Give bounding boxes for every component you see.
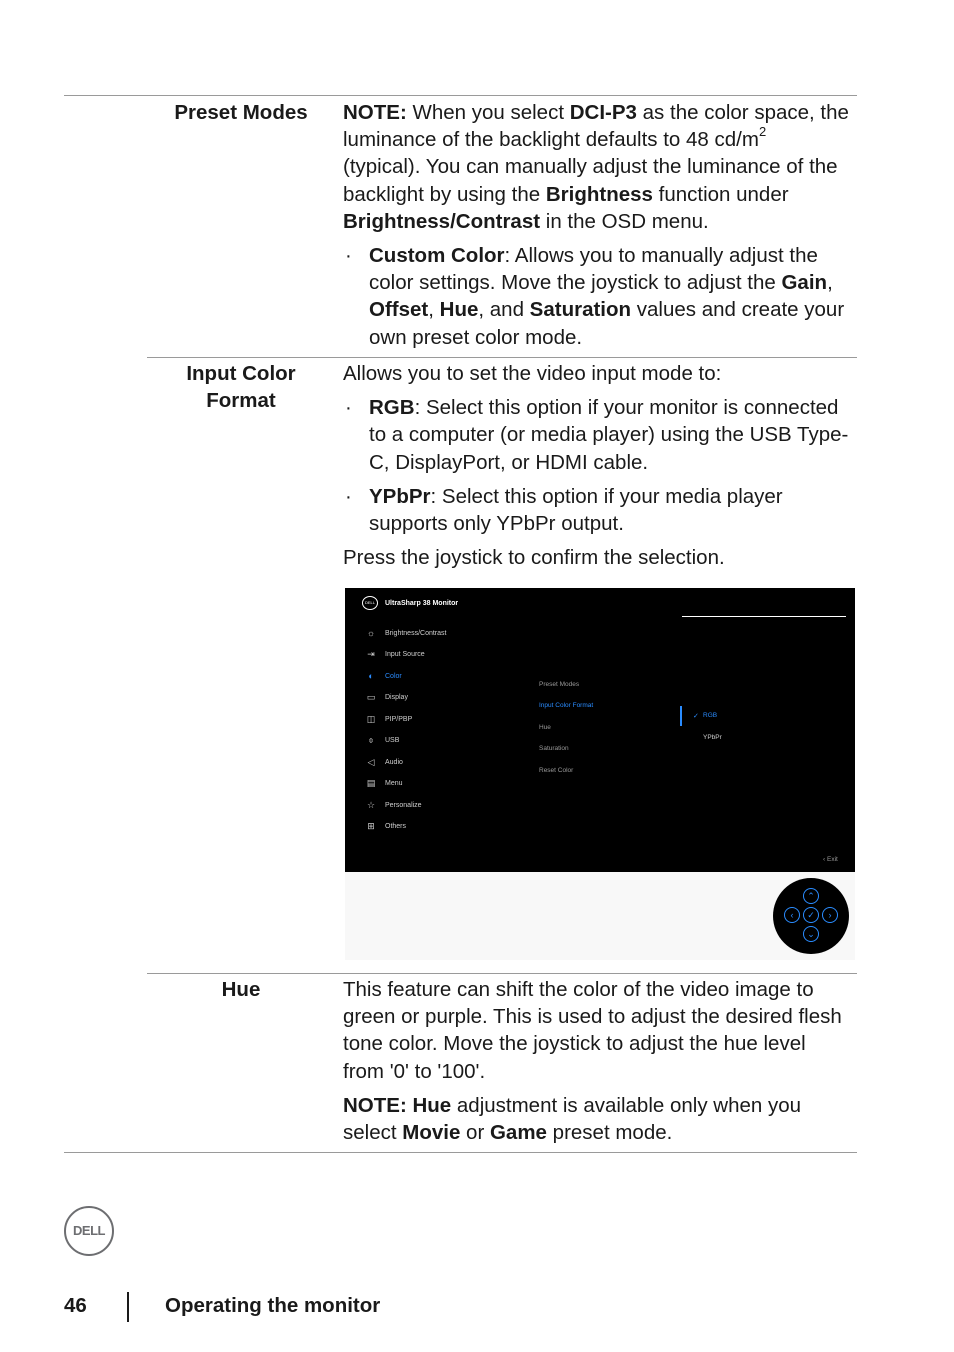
joystick-right-icon: › xyxy=(822,907,838,923)
footer-separator xyxy=(127,1292,129,1322)
osd-selection-bar xyxy=(680,706,682,726)
hue-content xyxy=(343,976,849,1153)
osd-menu-display[interactable]: ▭ Display xyxy=(366,691,408,702)
outro-text: Press the joystick to confirm the selection. xyxy=(343,546,725,570)
joystick-confirm-icon: ✓ xyxy=(803,907,819,923)
osd-menu-color[interactable]: ◐ Color xyxy=(365,669,402,683)
osd-screenshot xyxy=(345,588,855,960)
osd-sub-hue[interactable]: Hue xyxy=(539,724,551,731)
input-icon: ⇥ xyxy=(367,648,375,659)
osd-menu-menu[interactable]: ▤ Menu xyxy=(366,777,403,788)
palette-icon: ◐ xyxy=(368,671,374,681)
osd-menu-brightness[interactable]: ☼ Brightness/Contrast xyxy=(366,628,447,638)
display-icon: ▭ xyxy=(366,691,376,702)
hue-note: NOTE: Hue adjustment is available only when you select Movie or Game preset mode. xyxy=(343,1093,802,1145)
section-title: Operating the monitor xyxy=(165,1294,381,1317)
dell-logo-icon: DELL xyxy=(64,1206,114,1256)
osd-screen xyxy=(345,588,855,872)
osd-sub-saturation[interactable]: Saturation xyxy=(539,745,569,752)
osd-menu-audio[interactable]: ◁ Audio xyxy=(365,755,403,769)
osd-option-rgb[interactable]: RGB xyxy=(703,712,718,719)
bullet-ypbpr: · YPbPr: Select this option if your media player supports only YPbPr output. xyxy=(345,484,783,536)
osd-menu-usb[interactable]: ⌽ USB xyxy=(365,733,399,747)
osd-menu-input-source[interactable]: ⇥ Input Source xyxy=(365,647,425,661)
menu-icon: ▤ xyxy=(366,777,376,788)
osd-title: UltraSharp 38 Monitor xyxy=(385,600,459,607)
chevron-left-icon: ‹ xyxy=(823,856,827,863)
osd-sub-preset-modes[interactable]: Preset Modes xyxy=(539,681,580,688)
dell-logo-icon: DELL xyxy=(362,596,378,610)
row-label-input-color-format: Input Color Format xyxy=(186,362,296,412)
note-dci-p3: NOTE: When you select DCI-P3 as the color space, the luminance of the backlight defaults to 48 $cd/m^2$ (typical). You can manually adjust the luminance of the backlight by using the Brightness function under Brightness/Contrast in the OSD menu. xyxy=(343,101,849,233)
row-divider xyxy=(147,973,857,974)
bullet-rgb: · RGB: Select this option if your monitor is connected to a computer (or media player) using the USB Type-C, DisplayPort, or HDMI cable. xyxy=(345,396,849,474)
others-icon: ⊞ xyxy=(367,820,375,831)
star-icon: ☆ xyxy=(366,799,376,810)
joystick-diagram xyxy=(773,878,849,954)
bullet-custom-color: · Custom Color: Allows you to manually adjust the color settings. Move the joystick to adjust the Gain, Offset, Hue, and Saturation values and create your own preset color mode. xyxy=(345,244,845,349)
osd-menu-others[interactable]: ⊞ Others xyxy=(365,819,406,833)
osd-menu-personalize[interactable]: ☆ Personalize xyxy=(366,799,422,810)
row-label-preset-modes: Preset Modes xyxy=(174,101,308,124)
joystick-down-icon: ⌄ xyxy=(803,926,819,942)
check-icon: ✓ xyxy=(693,713,699,720)
sun-icon: ☼ xyxy=(366,628,376,638)
osd-exit[interactable]: ‹ Exit xyxy=(823,856,838,863)
osd-divider xyxy=(682,616,846,617)
joystick-left-icon: ‹ xyxy=(784,907,800,923)
pip-icon: ◫ xyxy=(366,713,376,724)
table-top-rule xyxy=(64,95,857,96)
usb-icon: ⌽ xyxy=(368,734,374,745)
speaker-icon: ◁ xyxy=(367,756,375,767)
input-color-format-content xyxy=(343,360,849,578)
row-label-hue: Hue xyxy=(221,978,261,1001)
page-number: 46 xyxy=(64,1294,87,1317)
osd-option-ypbpr[interactable]: YPbPr xyxy=(703,734,722,741)
preset-modes-content xyxy=(343,99,849,358)
intro-text: Allows you to set the video input mode to: xyxy=(343,362,722,385)
osd-sub-input-color-format[interactable]: Input Color Format xyxy=(539,702,594,709)
osd-sub-reset-color[interactable]: Reset Color xyxy=(539,767,574,774)
osd-menu-pip-pbp[interactable]: ◫ PIP/PBP xyxy=(366,713,413,724)
joystick-up-icon: ⌃ xyxy=(803,888,819,904)
hue-description: This feature can shift the color of the video image to green or purple. This is used to adjust the desired flesh tone color. Move the joystick to adjust the hue level from '0' to '100'. xyxy=(343,978,842,1083)
